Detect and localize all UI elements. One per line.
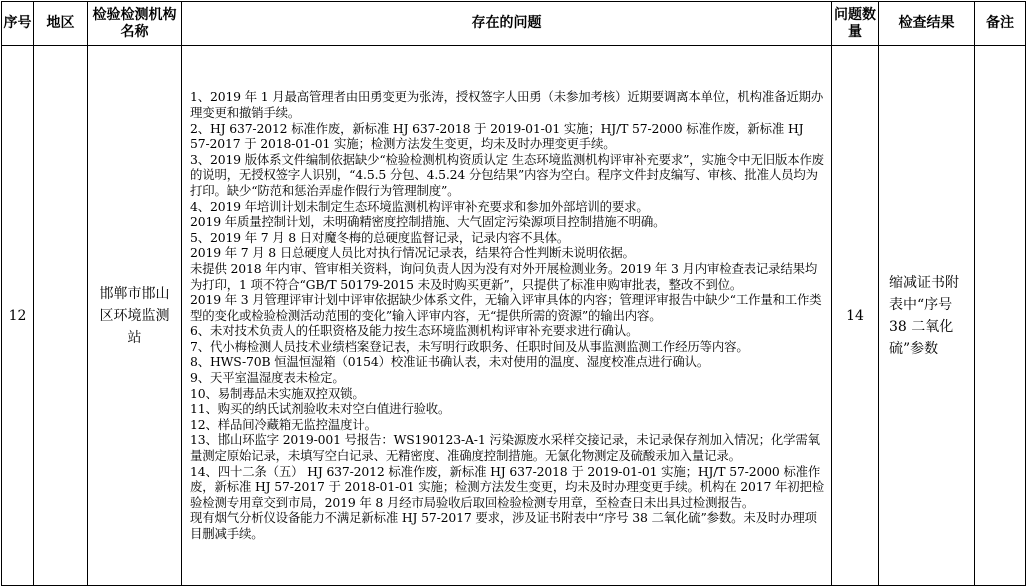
cell-count: 14 xyxy=(832,46,879,586)
cell-org: 邯郸市邯山区环境监测站 xyxy=(88,46,182,586)
header-row xyxy=(2,2,1026,46)
header-count: 问题数量 xyxy=(832,2,879,46)
problem-item: 14、四十二条（五） HJ 637-2012 标准作废，新标准 HJ 637-2018 于 2019-01-01 实施；HJ/T 57-2000 标准作废，新标准 HJ 57-2017 于 2018-01-01 实施；检测方法发生变更，均未及时办理变更手续。机构在 2017 年初把检验检测专用章交到市局，2019 年 8 月经市局验收后取回检验检测专用章，至检查日未出具过检测报告。 xyxy=(190,463,824,510)
header-problems: 存在的问题 xyxy=(182,2,832,46)
problem-item: 2019 年 7 月 8 日总硬度人员比对执行情况记录表，结果符合性判断未说明依据。 xyxy=(190,245,635,261)
problem-item: 8、HWS-70B 恒温恒湿箱（0154）校准证书确认表，未对使用的温度、湿度校准点进行确认。 xyxy=(190,354,710,370)
problem-item: 未提供 2018 年内审、管审相关资料，询问负责人因为没有对外开展检测业务。2019 年 3 月内审检查表记录结果均为打印，1 项不符合“GB/T 50179-2015 未及时购买更新”，只提供了标准申购审批表，整改不到位。 xyxy=(190,260,818,292)
problem-item: 2、HJ 637-2012 标准作废，新标准 HJ 637-2018 于 2019-01-01 实施；HJ/T 57-2000 标准作废，新标准 HJ 57-2017 于 2018-01-01 实施；检测方法发生变更，均未及时办理变更手续。 xyxy=(190,120,804,152)
header-org: 检验检测机构名称 xyxy=(88,2,182,46)
problem-item: 13、邯山环监字 2019-001 号报告：WS190123-A-1 污染源废水采样交接记录，未记录保存剂加入情况；化学需氧量测定原始记录，未填写空白记录、无精密度、准确度控制措施。无氯化物测定及硫酸汞加入量记录。 xyxy=(190,432,820,464)
problem-item: 现有烟气分析仪设备能力不满足新标准 HJ 57-2017 要求，涉及证书附表中“序号 38 二氧化硫”参数。未及时办理项目删减手续。 xyxy=(190,510,817,542)
problem-item: 2019 年 3 月管理评审计划中评审依据缺少体系文件，无输入评审具体的内容；管理评审报告中缺少“工作量和工作类型的变化或检验检测活动范围的变化”输入评审内容，无“提供所需的资源”的输出内容。 xyxy=(190,292,822,323)
header-result: 检查结果 xyxy=(879,2,975,46)
problem-item: 4、2019 年培训计划未制定生态环境监测机构评审补充要求和参加外部培训的要求。 xyxy=(190,198,649,214)
problem-item: 10、易制毒品未实施双控双锁。 xyxy=(190,385,365,401)
problem-item: 2019 年质量控制计划，未明确精密度控制措施、大气固定污染源项目控制措施不明确。 xyxy=(190,214,666,230)
problem-item: 5、2019 年 7 月 8 日对魔冬梅的总硬度监督记录，记录内容不具体。 xyxy=(190,229,570,245)
header-seq: 序号 xyxy=(2,2,34,46)
header-region: 地区 xyxy=(34,2,88,46)
table-row xyxy=(2,46,1026,586)
cell-problems xyxy=(182,46,832,586)
problem-item: 11、购买的纳氏试剂验收未对空白值进行验收。 xyxy=(190,401,451,417)
problem-item: 12、样品间冷藏箱无监控温度计。 xyxy=(190,416,377,432)
cell-result: 缩减证书附表中“序号 38 二氧化硫”参数 xyxy=(879,46,975,586)
cell-remark xyxy=(975,46,1026,586)
cell-region xyxy=(34,46,88,586)
header-remark: 备注 xyxy=(975,2,1026,46)
problem-item: 7、代小梅检测人员技术业绩档案登记表，未写明行政职务、任职时间及从事监测监测工作经历等内容。 xyxy=(190,338,749,354)
problem-item: 9、天平室温湿度表未检定。 xyxy=(190,370,345,386)
inspection-table xyxy=(1,1,1026,586)
problem-item: 6、未对技术负责人的任职资格及能力按生态环境监测机构评审补充要求进行确认。 xyxy=(190,323,639,339)
problem-item: 1、2019 年 1 月最高管理者由田勇变更为张涛，授权签字人田勇（未参加考核）近期要调离本单位，机构准备近期办理变更和撤销手续。 xyxy=(190,89,824,120)
cell-seq: 12 xyxy=(2,46,34,586)
problem-item: 3、2019 版体系文件编制依据缺少“检验检测机构资质认定 生态环境监测机构评审补充要求”，实施令中无旧版本作废的说明，无授权签字人识别，“4.5.5 分包、4.5.24 分包结果”内容为空白。程序文件封皮编写、审核、批准人员均为打印。缺少“防范和惩治弄虚作假行为管理制度”。 xyxy=(190,151,824,198)
